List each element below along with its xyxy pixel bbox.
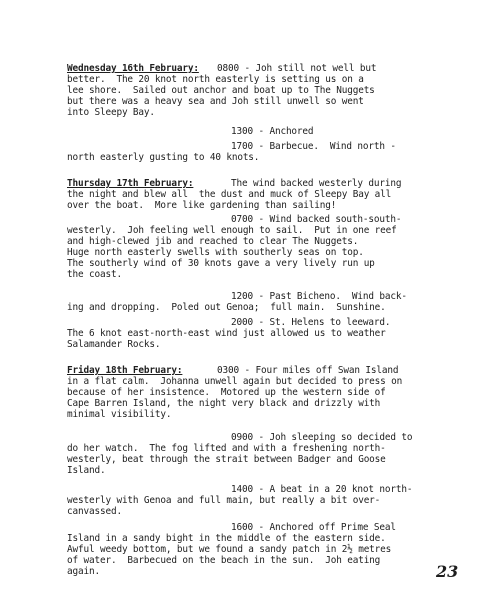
entry-line: canvassed. [67, 506, 122, 517]
entry-line: over the boat. More like gardening than sailing! [67, 200, 337, 211]
entry-line: westerly, beat through the strait between Badger and Goose [67, 454, 386, 465]
entry-line: north easterly gusting to 40 knots. [67, 152, 260, 163]
entry-line: 1400 - A beat in a 20 knot north- [231, 484, 413, 495]
entry-line: lee shore. Sailed out anchor and boat up to The Nuggets [67, 85, 375, 96]
entry-line: The southerly wind of 30 knots gave a very lively run up [67, 258, 375, 269]
entry-line: Salamander Rocks. [67, 339, 161, 350]
entry-line: in a flat calm. Johanna unwell again but decided to press on [67, 376, 403, 387]
entry-line: but there was a heavy sea and Joh still unwell so went [67, 96, 364, 107]
entry-line: do her watch. The fog lifted and with a freshening north- [67, 443, 386, 454]
entry-line: because of her insistence. Motored up the western side of [67, 387, 386, 398]
entry-line: 1600 - Anchored off Prime Seal [231, 522, 396, 533]
entry-heading-friday: Friday 18th February: [67, 365, 183, 376]
entry-line: of water. Barbecued on the beach in the sun. Joh eating [67, 555, 381, 566]
entry-line: minimal visibility. [67, 409, 172, 420]
entry-line: better. The 20 knot north easterly is setting us on a [67, 74, 364, 85]
entry-line: the night and blew all the dust and muck of Sleepy Bay all [67, 189, 392, 200]
entry-line: and high-clewed jib and reached to clear The Nuggets. [67, 236, 359, 247]
entry-line: 2000 - St. Helens to leeward. [231, 317, 391, 328]
entry-line: 0800 - Joh still not well but [217, 63, 377, 74]
entry-line: into Sleepy Bay. [67, 107, 155, 118]
entry-line: Island in a sandy bight in the middle of the eastern side. [67, 533, 386, 544]
entry-heading-thursday: Thursday 17th February: [67, 178, 194, 189]
entry-line: Island. [67, 465, 106, 476]
entry-line: 0900 - Joh sleeping so decided to [231, 432, 413, 443]
entry-line: Cape Barren Island, the night very black and drizzly with [67, 398, 381, 409]
entry-line: 1200 - Past Bicheno. Wind back- [231, 291, 407, 302]
entry-line: 1700 - Barbecue. Wind north - [231, 141, 396, 152]
entry-line: ing and dropping. Poled out Genoa; full main. Sunshine. [67, 302, 386, 313]
entry-line: 0700 - Wind backed south-south- [231, 214, 402, 225]
entry-line: The 6 knot east-north-east wind just allowed us to weather [67, 328, 386, 339]
entry-line: 0300 - Four miles off Swan Island [217, 365, 399, 376]
entry-line: westerly with Genoa and full main, but really a bit over- [67, 495, 381, 506]
page-number: 23 [436, 562, 459, 581]
entry-line: again. [67, 566, 100, 577]
entry-line: the coast. [67, 269, 122, 280]
entry-line: 1300 - Anchored [231, 126, 314, 137]
entry-line: westerly. Joh feeling well enough to sail. Put in one reef [67, 225, 397, 236]
entry-line: Awful weedy bottom, but we found a sandy patch in 2½ metres [67, 544, 392, 555]
entry-line: The wind backed westerly during [231, 178, 402, 189]
entry-line: Huge north easterly swells with southerly seas on top. [67, 247, 364, 258]
entry-heading-wednesday: Wednesday 16th February: [67, 63, 199, 74]
